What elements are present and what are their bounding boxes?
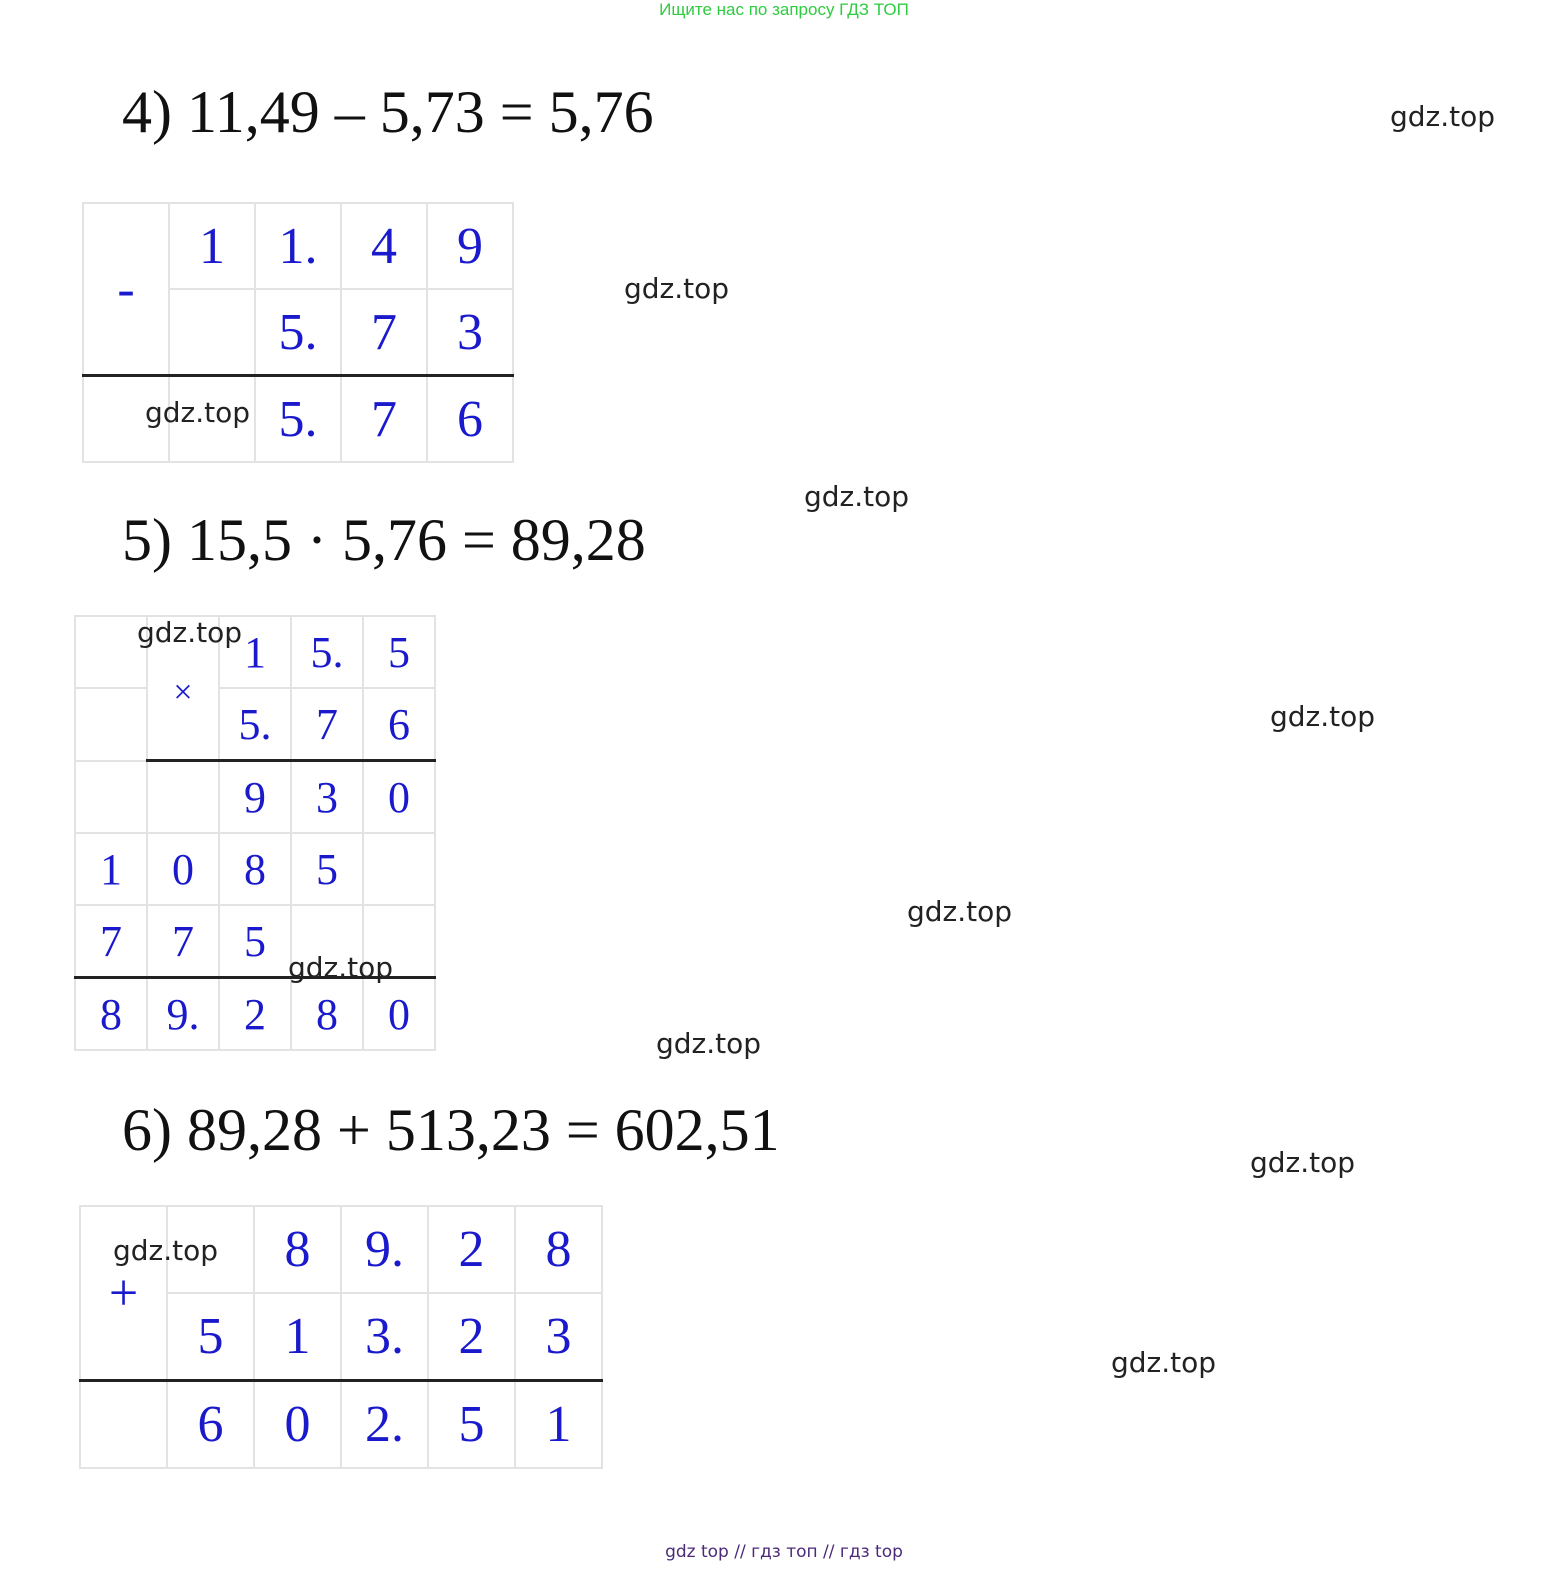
cell: 9 [219, 761, 291, 834]
cell: 7 [341, 376, 427, 463]
cell: 5 [219, 905, 291, 978]
cell: 5 [167, 1293, 254, 1381]
watermark: gdz.top [804, 480, 910, 513]
cell: 1. [255, 203, 341, 289]
cell: 3. [341, 1293, 428, 1381]
cell: 7 [341, 289, 427, 376]
cell [363, 833, 435, 905]
cell: 7 [291, 688, 363, 761]
cell: 9. [341, 1206, 428, 1293]
cell [75, 688, 147, 761]
watermark: gdz.top [1390, 100, 1496, 133]
cell: 1 [75, 833, 147, 905]
cell: 0 [254, 1381, 341, 1469]
cell: 5. [255, 289, 341, 376]
cell: 0 [363, 761, 435, 834]
cell [169, 289, 255, 376]
minus-sign: - [83, 203, 169, 376]
equation-6: 6) 89,28 + 513,23 = 602,51 [122, 1097, 780, 1163]
watermark: gdz.top [145, 396, 251, 429]
cell: 1 [219, 616, 291, 688]
watermark: gdz.top [137, 616, 243, 649]
cell: 7 [75, 905, 147, 978]
cell: 0 [147, 833, 219, 905]
cell: 6 [167, 1381, 254, 1469]
watermark: gdz.top [288, 951, 394, 984]
cell: 5. [255, 376, 341, 463]
cell: 9. [147, 978, 219, 1051]
cell: 8 [254, 1206, 341, 1293]
cell [75, 761, 147, 834]
cell [147, 761, 219, 834]
cell: 2 [219, 978, 291, 1051]
watermark: gdz.top [1250, 1146, 1356, 1179]
cell: 3 [515, 1293, 602, 1381]
cell: 5 [428, 1381, 515, 1469]
cell: 7 [147, 905, 219, 978]
cell: 5. [219, 688, 291, 761]
cell: 1 [169, 203, 255, 289]
cell: 8 [75, 978, 147, 1051]
cell: 1 [254, 1293, 341, 1381]
cell: 5. [291, 616, 363, 688]
multiplication-table [74, 615, 436, 1051]
watermark: gdz.top [656, 1027, 762, 1060]
cell: 2. [341, 1381, 428, 1469]
cell: 8 [515, 1206, 602, 1293]
equation-4: 4) 11,49 – 5,73 = 5,76 [122, 79, 654, 145]
equation-5: 5) 15,5 · 5,76 = 89,28 [122, 507, 646, 573]
cell: 8 [219, 833, 291, 905]
cell: 6 [427, 376, 513, 463]
times-sign: × [147, 616, 219, 761]
cell: 5 [363, 616, 435, 688]
watermark: gdz.top [907, 895, 1013, 928]
plus-sign: + [80, 1206, 167, 1381]
watermark: gdz.top [1111, 1346, 1217, 1379]
cell: 6 [363, 688, 435, 761]
search-hint-link[interactable]: Ищите нас по запросу ГДЗ ТОП [659, 0, 909, 19]
cell: 2 [428, 1206, 515, 1293]
cell: 8 [291, 978, 363, 1051]
cell: 1 [515, 1381, 602, 1469]
cell: 4 [341, 203, 427, 289]
cell: 2 [428, 1293, 515, 1381]
cell: 9 [427, 203, 513, 289]
cell: 0 [363, 978, 435, 1051]
cell [80, 1381, 167, 1469]
cell: 3 [427, 289, 513, 376]
cell: 5 [291, 833, 363, 905]
cell: 3 [291, 761, 363, 834]
footer-text: gdz top // гдз топ // гдз top [665, 1542, 903, 1562]
watermark: gdz.top [1270, 700, 1376, 733]
watermark: gdz.top [624, 272, 730, 305]
watermark: gdz.top [113, 1234, 219, 1267]
